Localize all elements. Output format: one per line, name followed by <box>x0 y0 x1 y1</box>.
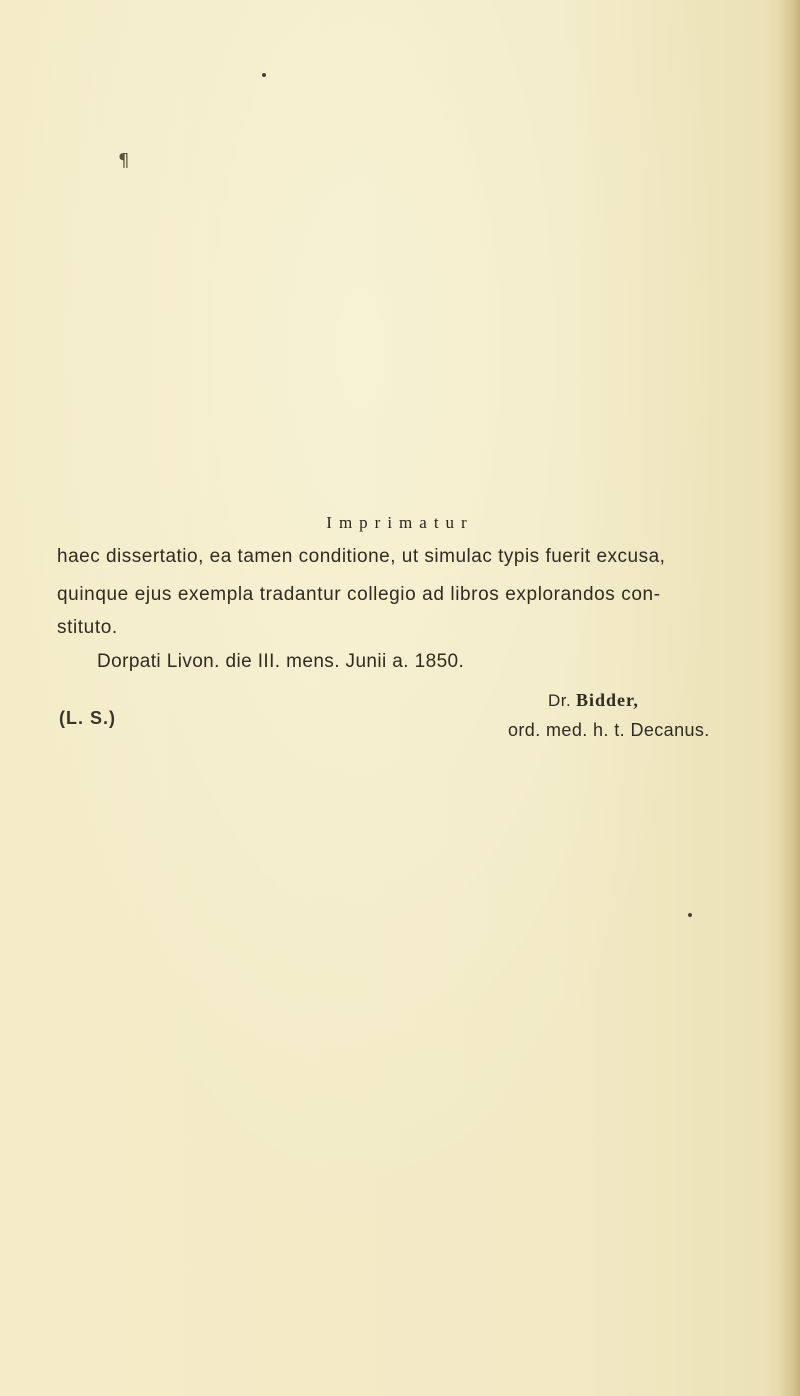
signature-title: Dr. <box>548 691 572 710</box>
seal-mark: (L. S.) <box>59 708 116 728</box>
signature-name <box>548 690 639 711</box>
imprimatur-heading: Imprimatur <box>326 513 474 532</box>
paragraph-line-1: haec dissertatio, ea tamen conditione, ut simulac typis fuerit excusa, <box>57 546 666 567</box>
signature-role: ord. med. h. t. Decanus. <box>508 720 710 740</box>
paragraph-line-2: quinque ejus exempla tradantur collegio ad libros explorandos con- <box>57 584 661 605</box>
page-edge-shadow <box>778 0 800 1396</box>
signature-surname: Bidder, <box>575 690 639 710</box>
paper-speck <box>688 913 692 917</box>
margin-mark-icon: ¶ <box>118 150 130 171</box>
paper-speck <box>262 73 266 77</box>
date-line: Dorpati Livon. die III. mens. Junii a. 1850. <box>97 651 465 672</box>
paragraph-line-3: stituto. <box>57 617 118 638</box>
